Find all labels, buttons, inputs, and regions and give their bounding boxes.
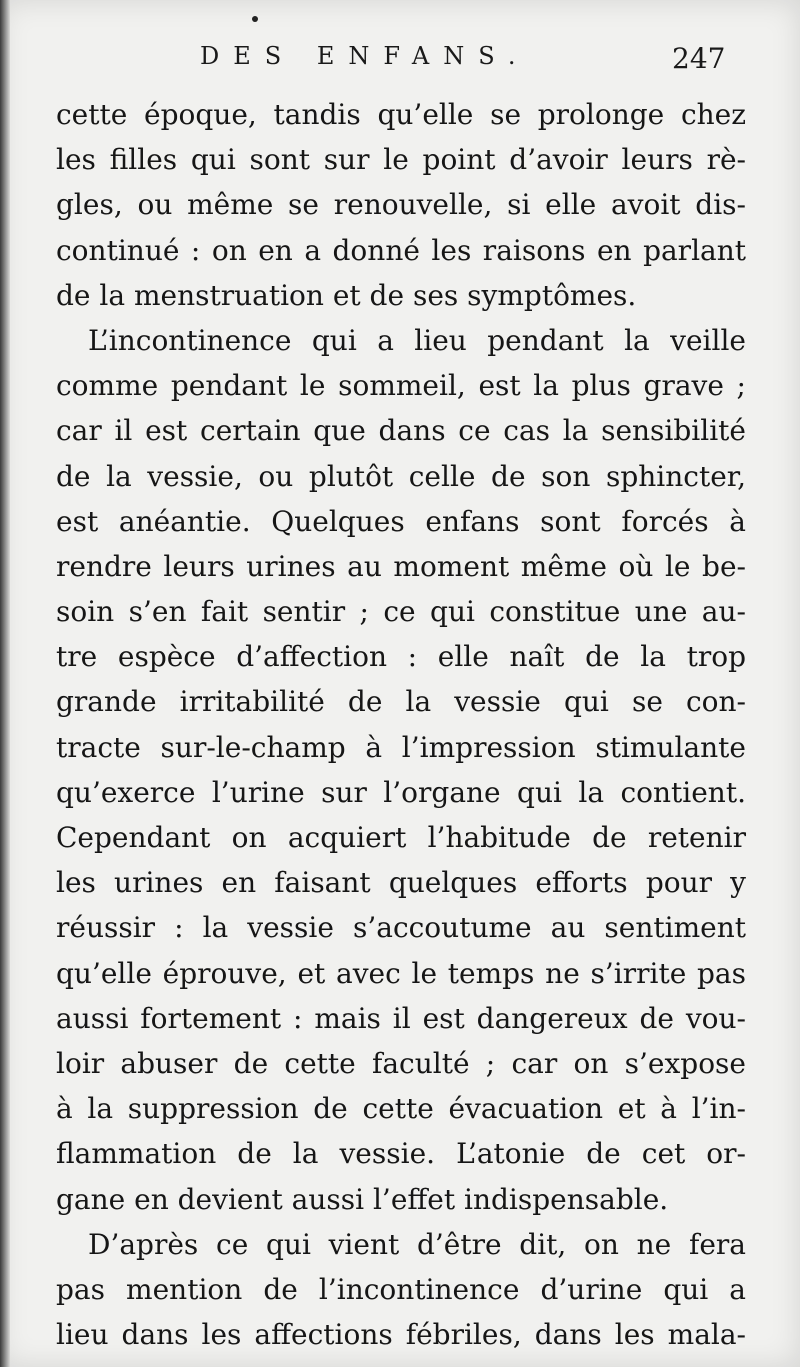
text-line: cette époque, tandis qu’elle se prolonge chez: [56, 98, 746, 131]
text-line: qu’elle éprouve, et avec le temps ne s’irrite pas: [56, 956, 746, 990]
text-line: pas mention de l’incontinence d’urine qui a: [56, 1272, 746, 1306]
text-line: rendre leurs urines au moment même où le be-: [56, 549, 746, 583]
text-line: continué : on en a donné les raisons en parlant: [56, 233, 746, 267]
text-line: D’après ce qui vient d’être dit, on ne fera: [88, 1227, 746, 1261]
text-line: lieu dans les affections fébriles, dans les mala-: [56, 1318, 746, 1352]
text-line: qu’exerce l’urine sur l’organe qui la contient.: [56, 775, 746, 809]
text-line: de la vessie, ou plutôt celle de son sphincter,: [56, 459, 746, 493]
text-line: loir abuser de cette faculté ; car on s’expose: [56, 1046, 746, 1080]
text-line: Cependant on acquiert l’habitude de retenir: [56, 821, 746, 854]
text-line: réussir : la vessie s’accoutume au sentiment: [56, 911, 746, 945]
running-head: DES ENFANS.: [200, 42, 530, 70]
text-line: flammation de la vessie. L’atonie de cet or-: [56, 1137, 746, 1171]
page-number: 247: [672, 42, 726, 75]
text-line: gles, ou même se renouvelle, si elle avoit dis-: [56, 188, 746, 222]
page-binding-shadow: [0, 0, 10, 1367]
ink-dot: [252, 16, 258, 22]
text-line: soin s’en fait sentir ; ce qui constitue une au-: [56, 595, 746, 629]
text-line: tracte sur-le-champ à l’impression stimulante: [56, 730, 746, 764]
text-line: à la suppression de cette évacuation et à l’in-: [56, 1092, 746, 1126]
text-line: est anéantie. Quelques enfans sont forcés à: [56, 504, 746, 538]
text-line: comme pendant le sommeil, est la plus grave ;: [56, 369, 746, 403]
text-line: grande irritabilité de la vessie qui se con-: [56, 685, 746, 719]
body-text: [56, 92, 746, 1357]
text-line: gane en devient aussi l’effet indispensable.: [56, 1182, 669, 1216]
text-line: les filles qui sont sur le point d’avoir leurs rè-: [56, 143, 746, 177]
text-line: tre espèce d’affection : elle naît de la trop: [56, 640, 746, 674]
text-line: aussi fortement : mais il est dangereux de vou-: [56, 1001, 746, 1035]
text-line: L’incontinence qui a lieu pendant la veille: [88, 323, 746, 357]
text-line: de la menstruation et de ses symptômes.: [56, 278, 637, 312]
text-line: car il est certain que dans ce cas la sensibilité: [56, 414, 746, 448]
text-line: les urines en faisant quelques efforts pour y: [56, 866, 746, 900]
